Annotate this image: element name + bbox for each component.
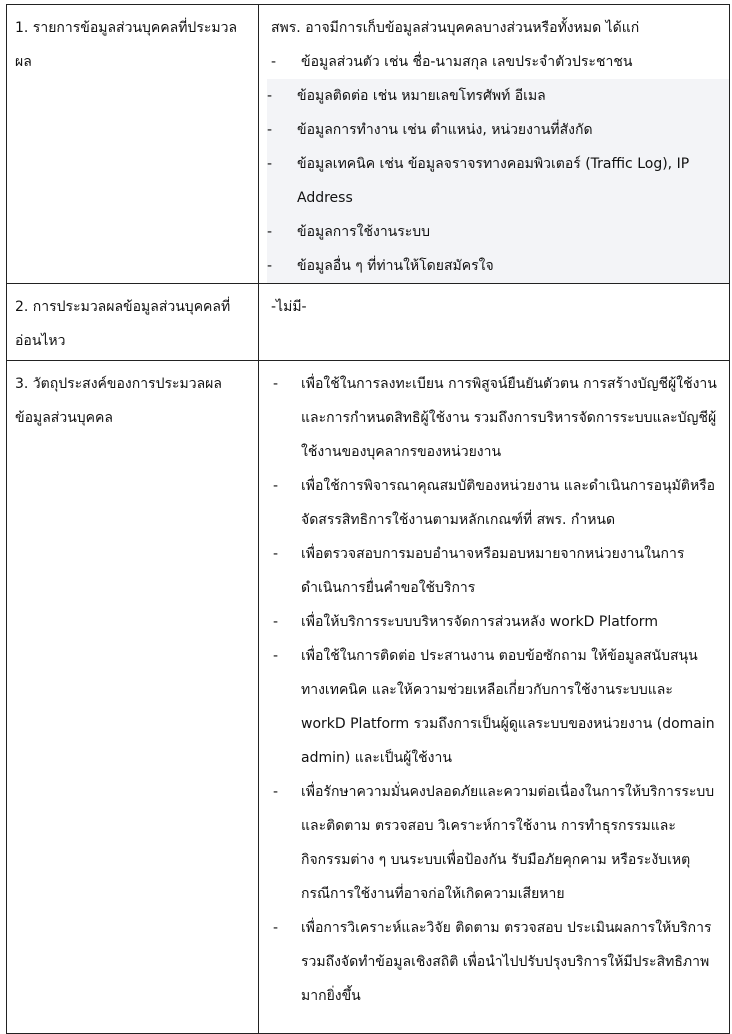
row-label-cell <box>7 5 259 284</box>
list-item <box>271 911 721 1013</box>
list-item-text: เพื่อใช้การพิจารณาคุณสมบัติของหน่วยงาน และดำเนินการอนุมัติหรือจัดสรรสิทธิการใช้งานตามหลักเกณฑ์ที่ สพร. กำหนด <box>301 478 716 528</box>
dash-bullet: - <box>273 376 279 392</box>
list-item <box>271 367 721 469</box>
data-items-list <box>267 45 721 283</box>
row-label-cell <box>7 284 259 361</box>
dash-bullet: - <box>267 224 273 240</box>
intro-text: สพร. อาจมีการเก็บข้อมูลส่วนบุคคลบางส่วนหรือทั้งหมด ได้แก่ <box>271 20 640 36</box>
row-value-cell <box>259 5 730 284</box>
list-item-text: เพื่อใช้ในการลงทะเบียน การพิสูจน์ยืนยันตัวตน การสร้างบัญชีผู้ใช้งาน และการกำหนดสิทธิผู้ใช้งาน รวมถึงการบริหารจัดการระบบและบัญชีผู้ใช้งานของบุคลากรของหน่วยงาน <box>301 376 717 460</box>
table-row <box>7 5 730 284</box>
table-row <box>7 361 730 1034</box>
list-item-text: เพื่อการวิเคราะห์และวิจัย ติดตาม ตรวจสอบ ประเมินผลการให้บริการ รวมถึงจัดทำข้อมูลเชิงสถิติ เพื่อนำไปปรับปรุงบริการให้มีประสิทธิภาพมากยิ่งขึ้น <box>301 920 712 1004</box>
list-item <box>267 215 729 249</box>
dash-bullet: - <box>273 920 279 936</box>
list-item <box>267 113 729 147</box>
list-item <box>271 537 721 605</box>
list-item-text: เพื่อใช้ในการติดต่อ ประสานงาน ตอบข้อซักถาม ให้ข้อมูลสนับสนุนทางเทคนิค และให้ความช่วยเหลือเกี่ยวกับการใช้งานระบบและ workD Platform รวมถึงการเป็นผู้ดูแลระบบของหน่วยงาน (domain admin) และเป็นผู้ใช้งาน <box>301 648 715 766</box>
list-item <box>271 605 721 639</box>
list-item <box>267 79 729 113</box>
row-label: 1. รายการข้อมูลส่วนบุคคลที่ประมวลผล <box>15 20 238 70</box>
dash-bullet: - <box>273 784 279 800</box>
list-item <box>271 775 721 911</box>
dash-bullet: - <box>267 122 273 138</box>
row-value-cell <box>259 284 730 361</box>
row-label: 3. วัตถุประสงค์ของการประมวลผลข้อมูลส่วนบุคคล <box>15 376 222 426</box>
dash-bullet: - <box>273 648 279 664</box>
dash-bullet: - <box>267 258 273 274</box>
dash-bullet: - <box>271 54 277 70</box>
dash-bullet: - <box>267 156 273 172</box>
row-label-cell <box>7 361 259 1034</box>
purpose-list <box>271 367 721 1013</box>
row-value-cell <box>259 361 730 1034</box>
list-item <box>267 147 729 215</box>
dash-bullet: - <box>267 88 273 104</box>
list-item-text: ข้อมูลติดต่อ เช่น หมายเลขโทรศัพท์ อีเมล <box>297 88 546 104</box>
privacy-table <box>6 4 730 1034</box>
list-item-text: ข้อมูลอื่น ๆ ที่ท่านให้โดยสมัครใจ <box>297 258 494 274</box>
list-item <box>271 45 721 79</box>
list-item <box>271 639 721 775</box>
row-value: -ไม่มี- <box>271 299 307 315</box>
list-item-text: ข้อมูลส่วนตัว เช่น ชื่อ-นามสกุล เลขประจำตัวประชาชน <box>301 54 633 70</box>
list-item-text: ข้อมูลการทำงาน เช่น ตำแหน่ง, หน่วยงานที่สังกัด <box>297 122 593 138</box>
list-item-text: เพื่อตรวจสอบการมอบอำนาจหรือมอบหมายจากหน่วยงานในการดำเนินการยื่นคำขอใช้บริการ <box>301 546 685 596</box>
row-label: 2. การประมวลผลข้อมูลส่วนบุคคลที่อ่อนไหว <box>15 299 231 349</box>
list-item-text: เพื่อรักษาความมั่นคงปลอดภัยและความต่อเนื่องในการให้บริการระบบ และติดตาม ตรวจสอบ วิเคราะห์การใช้งาน การทำธุรกรรมและกิจกรรมต่าง ๆ บนระบบเพื่อป้องกัน รับมือภัยคุกคาม หรือระงับเหตุ กรณีการใช้งานที่อาจก่อให้เกิดความเสียหาย <box>301 784 715 902</box>
dash-bullet: - <box>273 546 279 562</box>
table-row <box>7 284 730 361</box>
list-item-text: เพื่อให้บริการระบบบริหารจัดการส่วนหลัง workD Platform <box>301 614 658 630</box>
list-item-text: ข้อมูลการใช้งานระบบ <box>297 224 431 240</box>
dash-bullet: - <box>273 614 279 630</box>
list-item <box>271 469 721 537</box>
list-item <box>267 249 729 283</box>
dash-bullet: - <box>273 478 279 494</box>
list-item-text: ข้อมูลเทคนิค เช่น ข้อมูลจราจรทางคอมพิวเตอร์ (Traffic Log), IP Address <box>297 156 690 206</box>
